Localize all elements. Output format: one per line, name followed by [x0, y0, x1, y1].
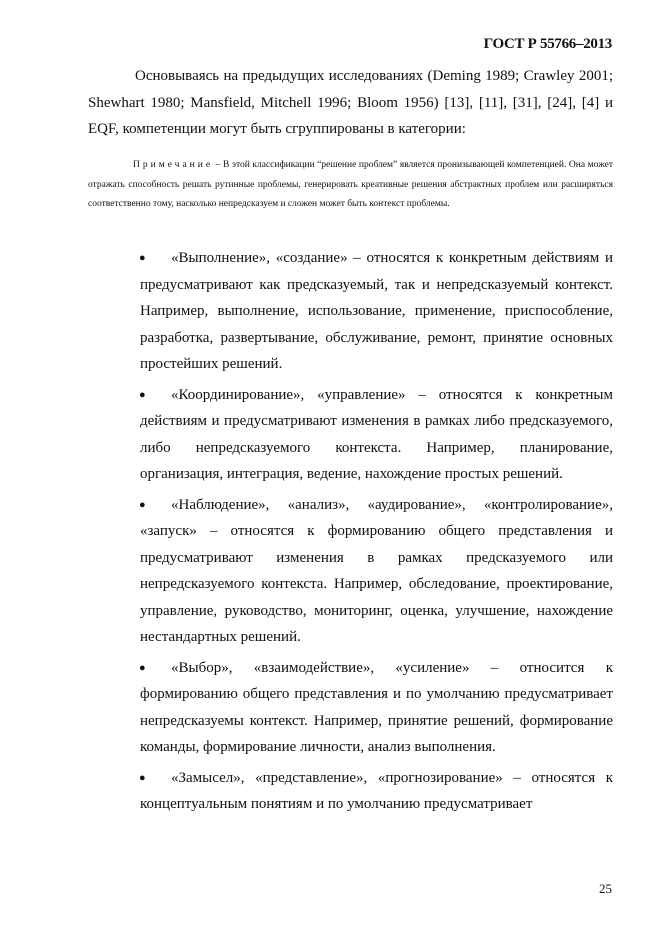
list-item	[140, 765, 613, 818]
document-header	[484, 36, 612, 53]
list-item	[140, 492, 613, 651]
note-text: – В этой классификации “решение проблем” является пронизывающей компетенцией. Она может отражать способность решать рутинные проблемы, генерировать креативные решения абстрактных проблем или расширяться соответственно тому, насколько непредсказуем и сложен может быть контекст проблемы.	[88, 160, 613, 209]
list-item-text: «Выполнение», «создание» – относятся к конкретным действиям и предусматривают как предсказуемый, так и непредсказуемый контекст. Например, выполнение, использование, применение, приспособление, разработка, развертывание, обслуживание, ремонт, принятие основных простейших решений.	[140, 250, 613, 372]
intro-paragraph	[88, 63, 613, 143]
bullet-icon: ●	[139, 252, 146, 264]
intro-text: Основываясь на предыдущих исследованиях (Deming 1989; Crawley 2001; Shewhart 1980; Mansfield, Mitchell 1996; Bloom 1956) [13], [11], [31], [24], [4] и EQF, компетенции могут быть сгруппированы в категории:	[88, 68, 613, 137]
page-number: 25	[599, 881, 612, 896]
note-paragraph	[88, 156, 613, 215]
list-item-text: «Замысел», «представление», «прогнозирование» – относятся к концептуальным понятиям и по умолчанию предусматривает	[140, 769, 613, 812]
list-item-text: «Координирование», «управление» – относятся к конкретным действиям и предусматривают изменения в рамках либо предсказуемого, либо непредсказуемого контекста. Например, планирование, организация, интеграция, ведение, нахождение простых решений.	[140, 386, 613, 482]
bullet-icon: ●	[139, 661, 146, 674]
bullet-icon: ●	[139, 388, 146, 401]
standard-number: ГОСТ Р 55766–2013	[483, 36, 612, 52]
list-item	[140, 245, 613, 378]
bullet-icon: ●	[139, 498, 146, 511]
note-label: Примечание	[133, 160, 214, 170]
list-item	[140, 655, 613, 761]
list-item-text: «Выбор», «взаимодействие», «усиление» – относится к формированию общего представления и по умолчанию предусматривает непредсказуемы контекст. Например, принятие решений, формирование команды, формирование личности, анализ выполнения.	[140, 659, 613, 755]
competency-category-list	[140, 245, 613, 822]
list-item	[140, 382, 613, 488]
list-item-text: «Наблюдение», «анализ», «аудирование», «контролирование», «запуск» – относятся к формированию общего представления и предусматривают изменения в рамках предсказуемого или непредсказуемого контекста. Например, обследование, проектирование, управление, руководство, мониторинг, оценка, улучшение, нахождение нестандартных решений.	[140, 496, 613, 645]
bullet-icon: ●	[139, 771, 146, 784]
